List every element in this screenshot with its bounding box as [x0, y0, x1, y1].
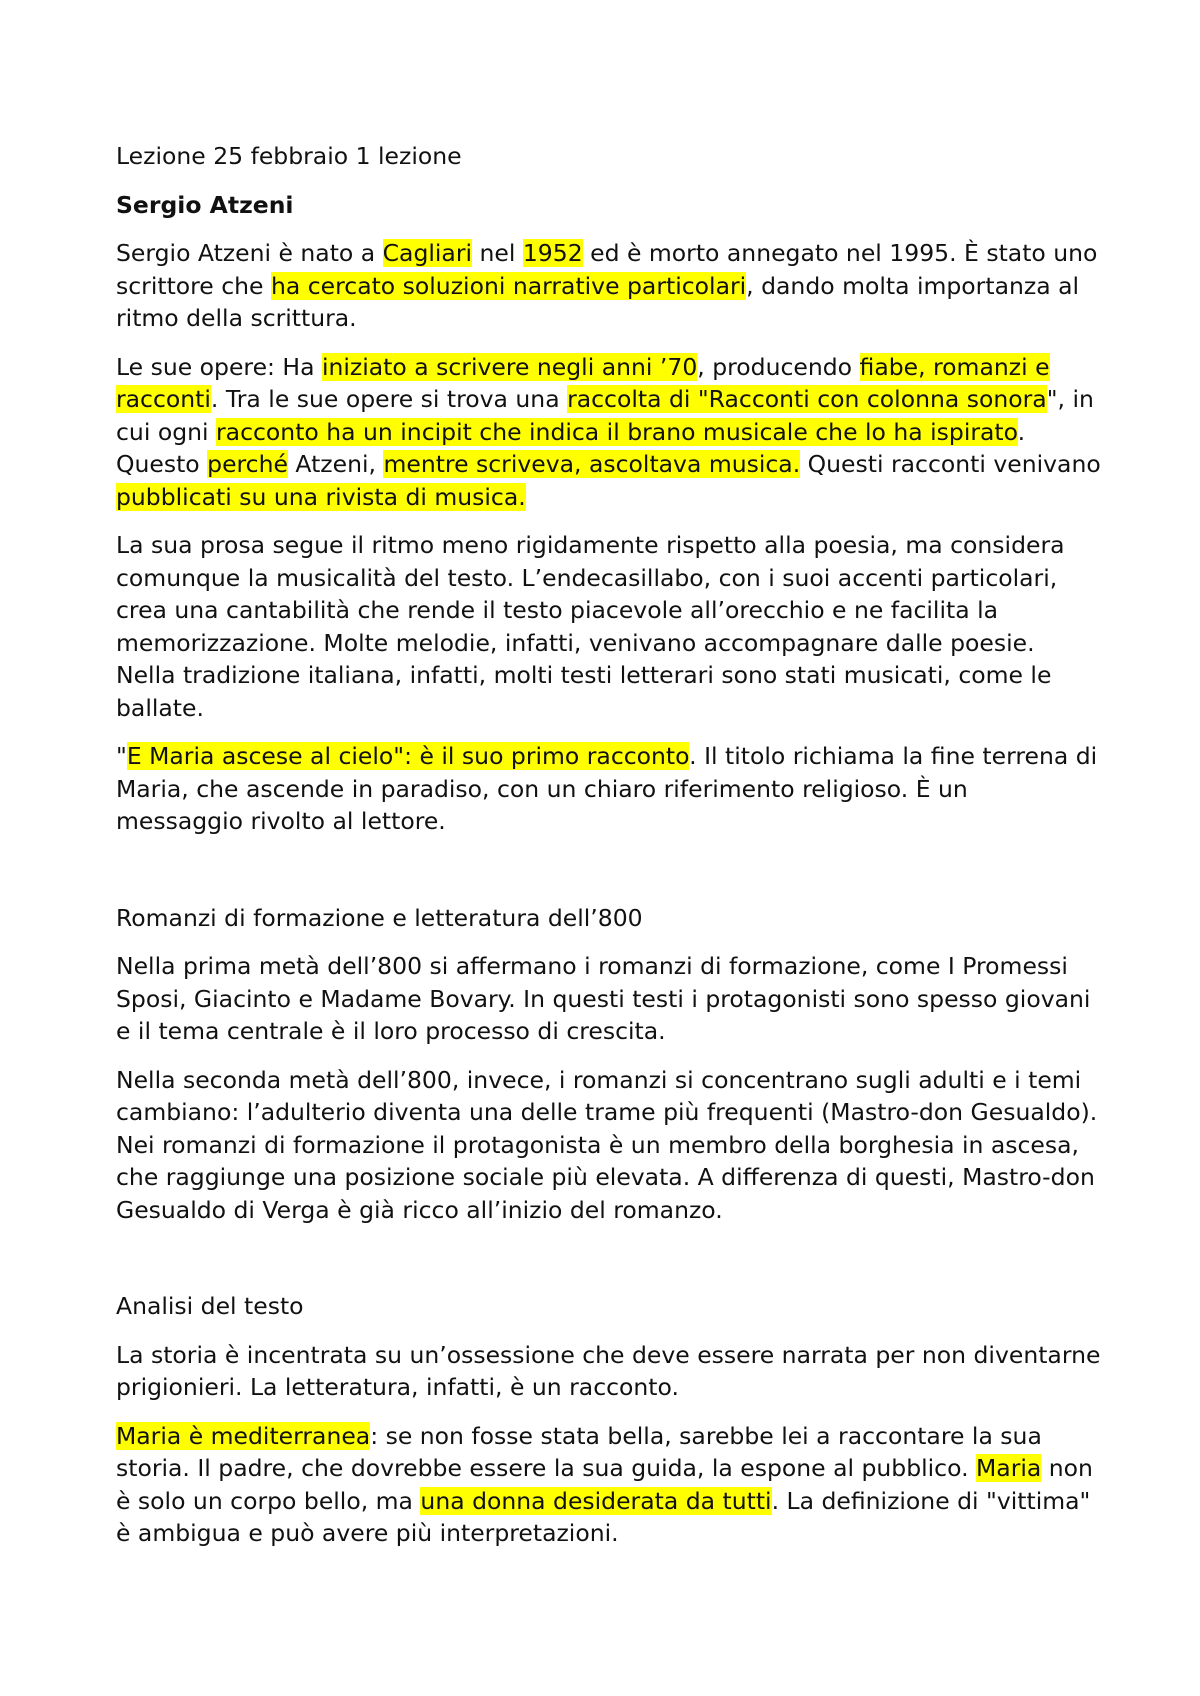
highlight: pubblicati su una rivista di musica. — [116, 482, 526, 511]
paragraph-first-half-800: Nella prima metà dell’800 si affermano i romanzi di formazione, come I Promessi Sposi, Giacinto e Madame Bovary. In questi testi i protagonisti sono spesso giovani e il tema centrale è il loro processo di crescita. — [116, 952, 1091, 1045]
text-run: . Il titolo richiama la fine terrena di Maria, che ascende in paradiso, con un chiaro riferimento religioso. È un messaggio rivolto al lettore. — [116, 742, 1098, 835]
text-run: , producendo — [697, 352, 860, 381]
highlight: Cagliari — [382, 239, 473, 267]
document-body — [116, 140, 1101, 1566]
text-run: " — [116, 742, 127, 770]
highlight: Maria è mediterranea — [116, 1421, 371, 1450]
paragraph-biography — [116, 237, 1101, 335]
text-run: Sergio Atzeni è nato a — [116, 239, 383, 267]
paragraph-second-half-800: Nella seconda metà dell’800, invece, i romanzi si concentrano sugli adulti e i temi cambiano: l’adulterio diventa una delle trame più frequenti (Mastro-don Gesualdo). Nei romanzi di formazione il protagonista è un membro della borghesia in ascesa, che raggiunge una posizione sociale più elevata. A differenza di questi, Mastro-don Gesualdo di Verga è già ricco all’inizio del romanzo. — [116, 1065, 1098, 1224]
highlight: mentre scriveva, ascoltava musica. — [383, 450, 801, 478]
highlight: racconto ha un incipit che indica il brano musicale che lo ha ispirato — [216, 417, 1018, 446]
paragraph-works — [116, 351, 1101, 514]
text-run: Atzeni, — [287, 450, 384, 478]
lesson-title: Lezione 25 febbraio 1 lezione — [116, 142, 462, 170]
text-run: Questi racconti venivano — [800, 450, 1101, 478]
text-run: ", in cui ogni — [116, 385, 1094, 446]
text-run: nel — [472, 239, 523, 267]
paragraph-maria — [116, 1420, 1101, 1550]
blank-line — [116, 1242, 1101, 1290]
highlight: Maria — [976, 1454, 1042, 1482]
text-run: non è solo un corpo bello, ma — [116, 1454, 1093, 1515]
highlight: raccolta di "Racconti con colonna sonora — [567, 385, 1047, 413]
text-run: : se non fosse stata bella, sarebbe lei a raccontare la sua storia. Il padre, che dovrebbe essere la sua guida, la espone al pubblico. — [116, 1421, 1042, 1482]
blank-line — [116, 854, 1101, 902]
highlight: 1952 — [522, 239, 583, 267]
highlight: una donna desiderata da tutti — [420, 1486, 772, 1515]
section-heading-atzeni: Sergio Atzeni — [116, 190, 294, 219]
highlight: fiabe, romanzi e racconti — [116, 352, 1050, 413]
section-title-analisi: Analisi del testo — [116, 1292, 304, 1320]
text-run: . Tra le sue opere si trova una — [210, 385, 568, 413]
highlight: E Maria ascese al cielo": è il suo primo racconto — [126, 742, 690, 770]
highlight: iniziato a scrivere negli anni ’70 — [321, 352, 698, 381]
text-run: . Questo — [116, 417, 1026, 478]
section-title-romanzi: Romanzi di formazione e letteratura dell’800 — [116, 903, 643, 932]
text-run: , dando molta importanza al ritmo della scrittura. — [116, 271, 1079, 332]
highlight: perché — [207, 450, 288, 478]
text-run: . La definizione di "vittima" è ambigua e può avere più interpretazioni. — [116, 1486, 1091, 1547]
paragraph-first-story — [116, 740, 1101, 838]
text-run: ed è morto annegato nel 1995. È stato uno scrittore che — [116, 239, 1098, 300]
highlight: ha cercato soluzioni narrative particolari — [270, 271, 747, 300]
text-run: Le sue opere: Ha — [116, 352, 322, 381]
paragraph-prose-rhythm: La sua prosa segue il ritmo meno rigidamente rispetto alla poesia, ma considera comunque la musicalità del testo. L’endecasillabo, con i suoi accenti particolari, crea una cantabilità che rende il testo piacevole all’orecchio e ne facilita la memorizzazione. Molte melodie, infatti, venivano accompagnare dalle poesie. Nella tradizione italiana, infatti, molti testi letterari sono stati musicati, come le ballate. — [116, 531, 1065, 722]
paragraph-obsession: La storia è incentrata su un’ossessione che deve essere narrata per non diventarne prigionieri. La letteratura, infatti, è un racconto. — [116, 1340, 1101, 1401]
